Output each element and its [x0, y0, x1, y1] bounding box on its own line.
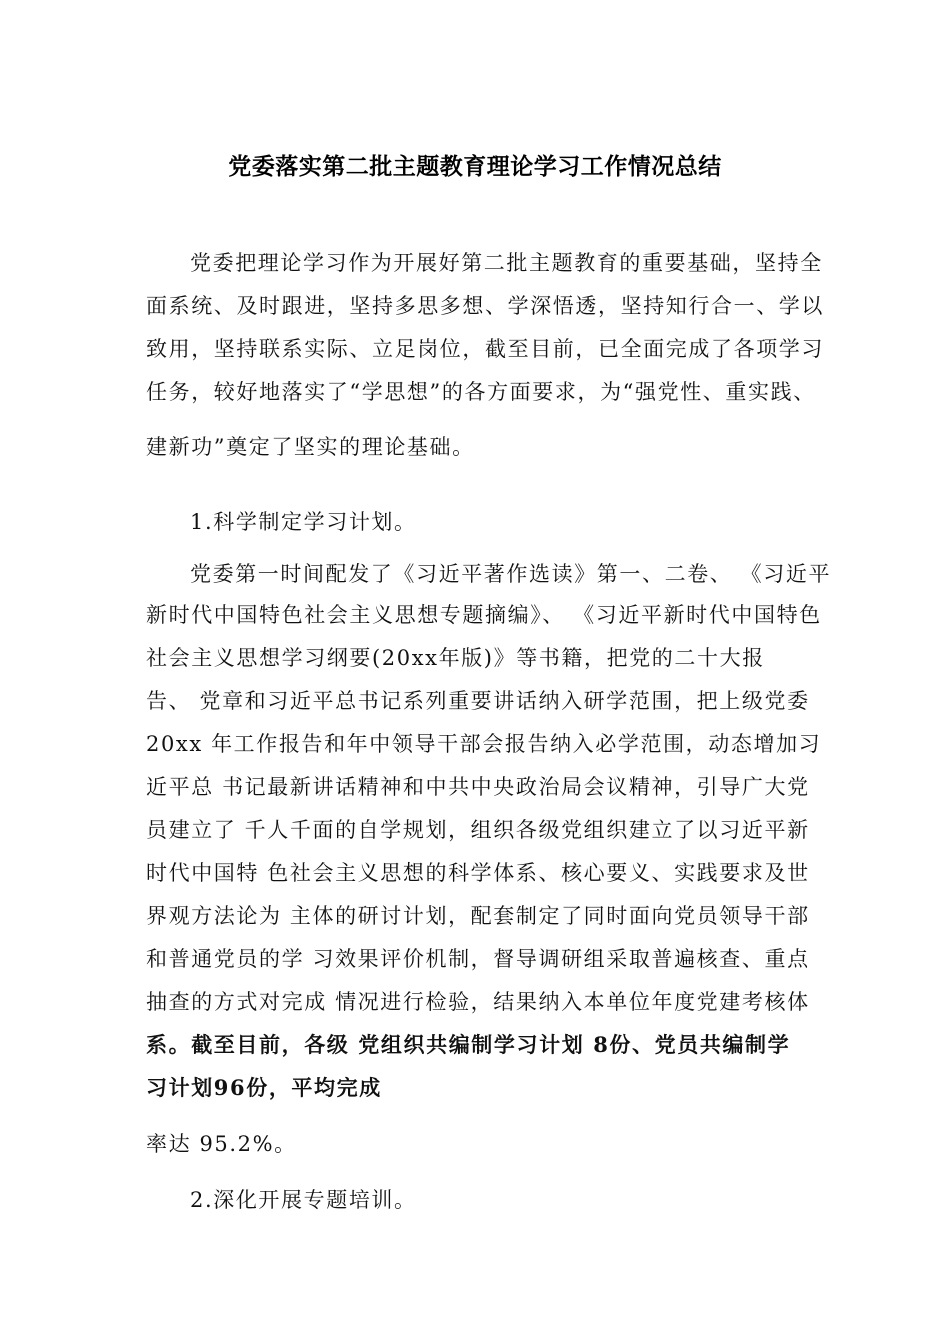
section-1-line-5: 20xx 年工作报告和年中领导干部会报告纳入必学范围，动态增加习 — [146, 732, 822, 756]
section-1-line-1: 党委第一时间配发了《习近平著作选读》第一、二卷、 《习近平 — [190, 562, 832, 586]
section-1-line-9: 界观方法论为 主体的研讨计划，配套制定了同时面向党员领导干部 — [146, 904, 810, 928]
intro-line-4: 任务，较好地落实了“学思想”的各方面要求，为“强党性、重实践、 — [146, 380, 816, 404]
intro-line-2: 面系统、及时跟进，坚持多思多想、学深悟透，坚持知行合一、学以 — [146, 294, 824, 318]
section-1-line-2: 新时代中国特色社会主义思想专题摘编》、 《习近平新时代中国特色 — [146, 603, 822, 627]
section-1-line-3: 社会主义思想学习纲要(20xx年版)》等书籍，把党的二十大报 — [146, 646, 765, 670]
section-1-line-14: 率达 95.2%。 — [146, 1132, 297, 1156]
intro-line-5: 建新功”奠定了坚实的理论基础。 — [146, 435, 475, 459]
section-1-line-10: 和普通党员的学 习效果评价机制，督导调研组采取普遍核查、重点 — [146, 947, 810, 971]
document-title: 党委落实第二批主题教育理论学习工作情况总结 — [228, 154, 722, 180]
section-1-line-6: 近平总 书记最新讲话精神和中共中央政治局会议精神，引导广大党 — [146, 775, 810, 799]
section-1-line-11: 抽查的方式对完成 情况进行检验，结果纳入本单位年度党建考核体 — [146, 990, 810, 1014]
section-2-heading: 2.深化开展专题培训。 — [190, 1188, 417, 1212]
section-1-line-4: 告、 党章和习近平总书记系列重要讲话纳入研学范围，把上级党委 — [146, 689, 810, 713]
section-1-line-7: 员建立了 千人千面的自学规划，组织各级党组织建立了以习近平新 — [146, 818, 810, 842]
intro-line-3: 致用，坚持联系实际、立足岗位，截至目前，已全面完成了各项学习 — [146, 337, 824, 361]
section-1-heading: 1.科学制定学习计划。 — [190, 510, 417, 534]
section-1-line-8: 时代中国特 色社会主义思想的科学体系、核心要义、实践要求及世 — [146, 861, 810, 885]
intro-line-1: 党委把理论学习作为开展好第二批主题教育的重要基础，坚持全 — [190, 251, 823, 275]
section-1-line-12: 系。截至目前，各级 党组织共编制学习计划 8份、党员共编制学 — [146, 1032, 791, 1057]
section-1-line-13: 习计划96份，平均完成 — [146, 1075, 382, 1100]
